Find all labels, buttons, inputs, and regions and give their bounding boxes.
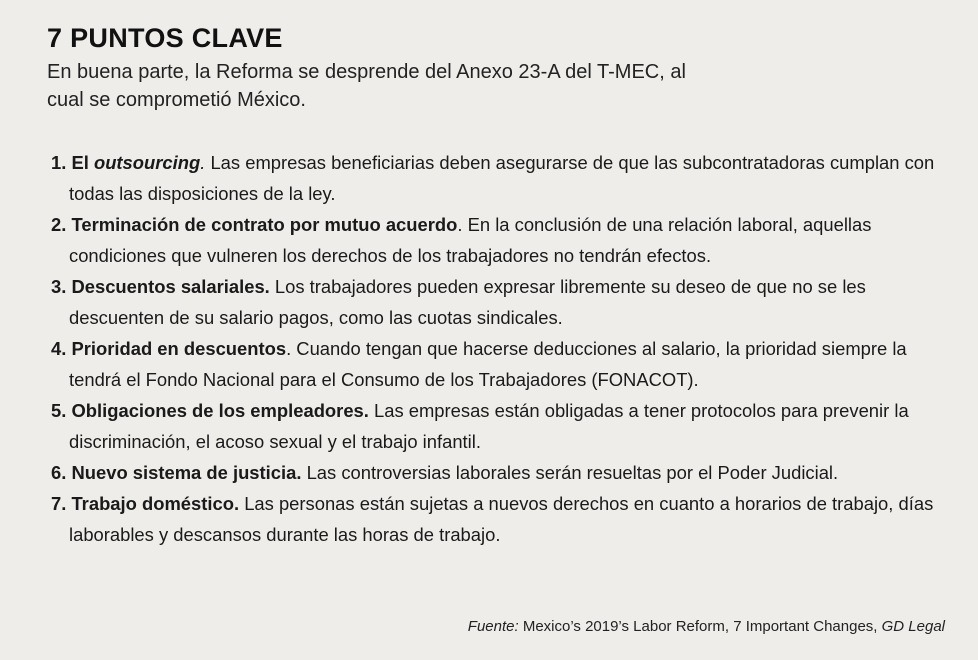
item-heading bbox=[51, 338, 286, 359]
item-text: Los trabajadores pueden expresar libremente su deseo de que no se les descuenten de su salario pagos, como las cuotas sindicales. bbox=[69, 276, 866, 328]
item-number: 1. bbox=[51, 152, 67, 173]
item-number: 2. bbox=[51, 214, 67, 235]
item-heading-period: . bbox=[200, 152, 206, 173]
list-item bbox=[47, 333, 952, 395]
source-text: Mexico’s 2019’s Labor Reform, 7 Important Changes, bbox=[518, 618, 882, 635]
item-text: Las controversias laborales serán resueltas por el Poder Judicial. bbox=[301, 462, 839, 483]
item-heading-text: Descuentos salariales. bbox=[71, 276, 270, 297]
item-heading bbox=[51, 152, 200, 173]
source-label: Fuente: bbox=[467, 618, 519, 635]
item-heading-text: Obligaciones de los empleadores. bbox=[71, 400, 369, 421]
item-heading-emphasis: outsourcing bbox=[93, 152, 201, 173]
item-heading bbox=[51, 400, 369, 421]
item-text: Las personas están sujetas a nuevos derechos en cuanto a horarios de trabajo, días laborables y descansos durante las horas de trabajo. bbox=[69, 493, 934, 545]
item-heading bbox=[51, 276, 270, 297]
list-item bbox=[47, 395, 952, 457]
key-points-list bbox=[47, 147, 952, 550]
item-number: 7. bbox=[51, 493, 67, 514]
item-text: . En la conclusión de una relación laboral, aquellas condiciones que vulneren los derechos de los trabajadores no tendrán efectos. bbox=[69, 214, 872, 266]
list-item bbox=[47, 488, 952, 550]
list-item bbox=[47, 271, 952, 333]
item-text: Las empresas beneficiarias deben asegurarse de que las subcontratadoras cumplan con todas las disposiciones de la ley. bbox=[69, 152, 935, 204]
list-item bbox=[47, 209, 952, 271]
item-heading-prefix: El bbox=[71, 152, 94, 173]
item-heading-text: Terminación de contrato por mutuo acuerdo bbox=[71, 214, 458, 235]
item-number: 6. bbox=[51, 462, 67, 483]
source-credit bbox=[468, 618, 945, 635]
item-number: 4. bbox=[51, 338, 67, 359]
list-item bbox=[47, 457, 952, 488]
item-text: Las empresas están obligadas a tener protocolos para prevenir la discriminación, el acoso sexual y el trabajo infantil. bbox=[69, 400, 909, 452]
item-number: 3. bbox=[51, 276, 67, 297]
item-heading bbox=[51, 493, 239, 514]
item-heading-text: Prioridad en descuentos bbox=[71, 338, 287, 359]
item-heading bbox=[51, 462, 301, 483]
panel-title: 7 PUNTOS CLAVE bbox=[47, 23, 283, 53]
source-publisher: GD Legal bbox=[881, 618, 945, 635]
item-heading-text: Trabajo doméstico. bbox=[71, 493, 240, 514]
key-points-panel bbox=[47, 22, 952, 550]
panel-subtitle: En buena parte, la Reforma se desprende del Anexo 23-A del T-MEC, al cual se comprometió México. bbox=[47, 61, 686, 111]
item-text: . Cuando tengan que hacerse deducciones al salario, la prioridad siempre la tendrá el Fondo Nacional para el Consumo de los Trabajadores (FONACOT). bbox=[69, 338, 907, 390]
item-heading bbox=[51, 214, 457, 235]
list-item bbox=[47, 147, 952, 209]
item-heading-text: Nuevo sistema de justicia. bbox=[71, 462, 302, 483]
item-number: 5. bbox=[51, 400, 67, 421]
